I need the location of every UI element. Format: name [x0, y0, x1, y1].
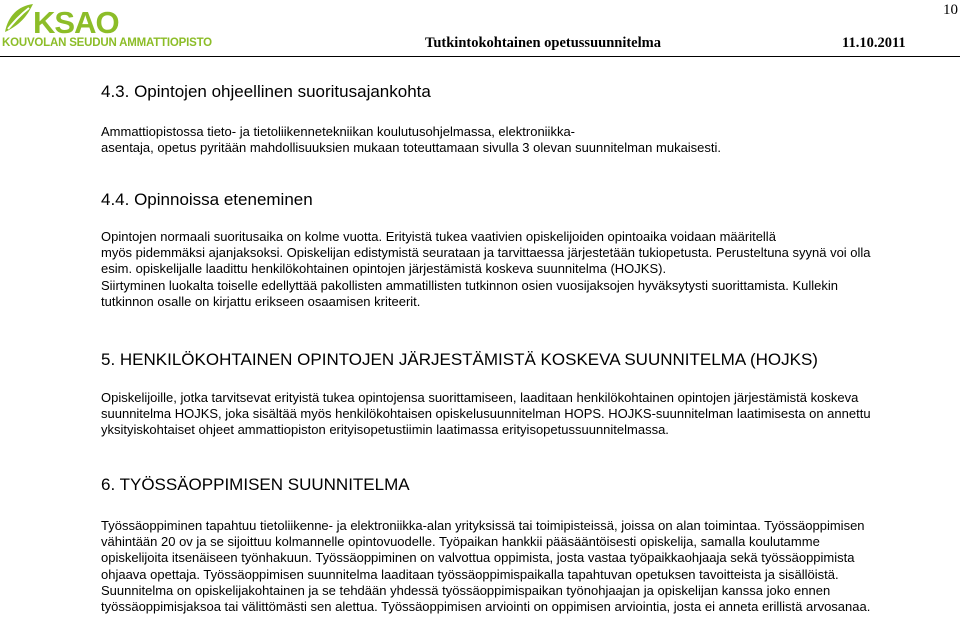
- text-line: Suunnitelma on opiskelijakohtainen ja se tehdään yhdessä työssäoppimispaikan työnohjaajan ja opiskelijan kanssa joko ennen: [101, 582, 831, 598]
- ksao-logo: [0, 0, 240, 52]
- text-line: opiskelijoita itsenäiseen työnhakuun. Työssäoppiminen on valvottua oppimista, josta vastaa työpaikkaohjaaja sekä työssäoppimista: [101, 550, 855, 566]
- logo-subtext: KOUVOLAN SEUDUN AMMATTIOPISTO: [2, 37, 212, 49]
- text-line: Siirtyminen luokalta toiselle edellyttää pakollisten ammatillisten tutkinnon osien vuosijaksojen hyväksytysti suorittamista. Kullekin: [101, 277, 839, 293]
- text-line: suunnitelma HOJKS, joka sisältää myös henkilökohtaisen opiskelusuunnitelman HOPS. HOJKS-suunnitelman laatimisesta on annettu: [101, 406, 871, 422]
- paragraph-6: [101, 518, 953, 615]
- text-line: Ammattiopistossa tieto- ja tietoliikennetekniikan koulutusohjelmassa, elektroniikka-: [101, 124, 576, 139]
- text-line: Työssäoppiminen tapahtuu tietoliikenne- ja elektroniikka-alan yrityksissä tai toimipisteissä, joissa on alan toimintaa. Työssäoppimisen: [101, 518, 865, 533]
- text-line: ohjaava opettaja. Työssäoppimisen suunnitelma laaditaan työssäoppimispaikalla tapahtuvan opetuksen tavoitteista ja sisällöistä.: [101, 566, 839, 582]
- heading-5: 5. HENKILÖKOHTAINEN OPINTOJEN JÄRJESTÄMISTÄ KOSKEVA SUUNNITELMA (HOJKS): [101, 350, 818, 369]
- header-divider: [0, 56, 960, 57]
- text-line: Opintojen normaali suoritusaika on kolme vuotta. Erityistä tukea vaativien opiskelijoiden opintoaika voidaan määritellä: [101, 229, 776, 244]
- paragraph-4-3: [101, 124, 953, 156]
- text-line: asentaja, opetus pyritään mahdollisuuksien mukaan toteuttamaan sivulla 3 olevan suunnitelman mukaisesti.: [101, 140, 722, 156]
- heading-6: 6. TYÖSSÄOPPIMISEN SUUNNITELMA: [101, 475, 410, 494]
- text-line: tutkinnon osalle on kirjattu erikseen osaamisen kriteerit.: [101, 293, 421, 309]
- text-line: Opiskelijoille, jotka tarvitsevat erityistä tukea opintojensa suorittamiseen, laaditaan henkilökohtainen opintojen järjestämistä koskeva: [101, 390, 859, 405]
- text-line: esim. opiskelijalle laadittu henkilökohtainen opintojen järjestämistä koskeva suunnitelma (HOJKS).: [101, 261, 667, 277]
- paragraph-4-4: [101, 229, 953, 310]
- text-line: yksityiskohtaiset ohjeet ammattiopiston erityisopetustiimin laatimassa erityisopetussuunnitelmassa.: [101, 422, 669, 438]
- document-date: 11.10.2011: [842, 35, 906, 51]
- text-line: myös pidemmäksi ajanjaksoksi. Opiskelijan edistymistä seurataan ja tarvittaessa järjestetään tukiopetusta. Perusteltuna syynä voi olla: [101, 245, 871, 261]
- text-line: työssäoppimisjaksoa tai välittömästi sen alettua. Työssäoppimisen arviointi on oppimisen arviointia, josta ei anneta erillistä arvosanaa.: [101, 599, 871, 615]
- heading-4-3: 4.3. Opintojen ohjeellinen suoritusajankohta: [101, 82, 431, 101]
- ksao-leaf-icon: [2, 2, 36, 36]
- document-title: Tutkintokohtainen opetussuunnitelma: [425, 35, 661, 51]
- heading-4-4: 4.4. Opinnoissa eteneminen: [101, 190, 313, 209]
- logo-text: KSAO: [33, 5, 119, 40]
- text-line: vähintään 20 ov ja se sijoittuu kolmannelle opintovuodelle. Työpaikan hankkii pääsääntöisesti opiskelija, samalla koulutamme: [101, 534, 820, 550]
- page-number: 10: [943, 2, 958, 18]
- paragraph-5: [101, 390, 953, 439]
